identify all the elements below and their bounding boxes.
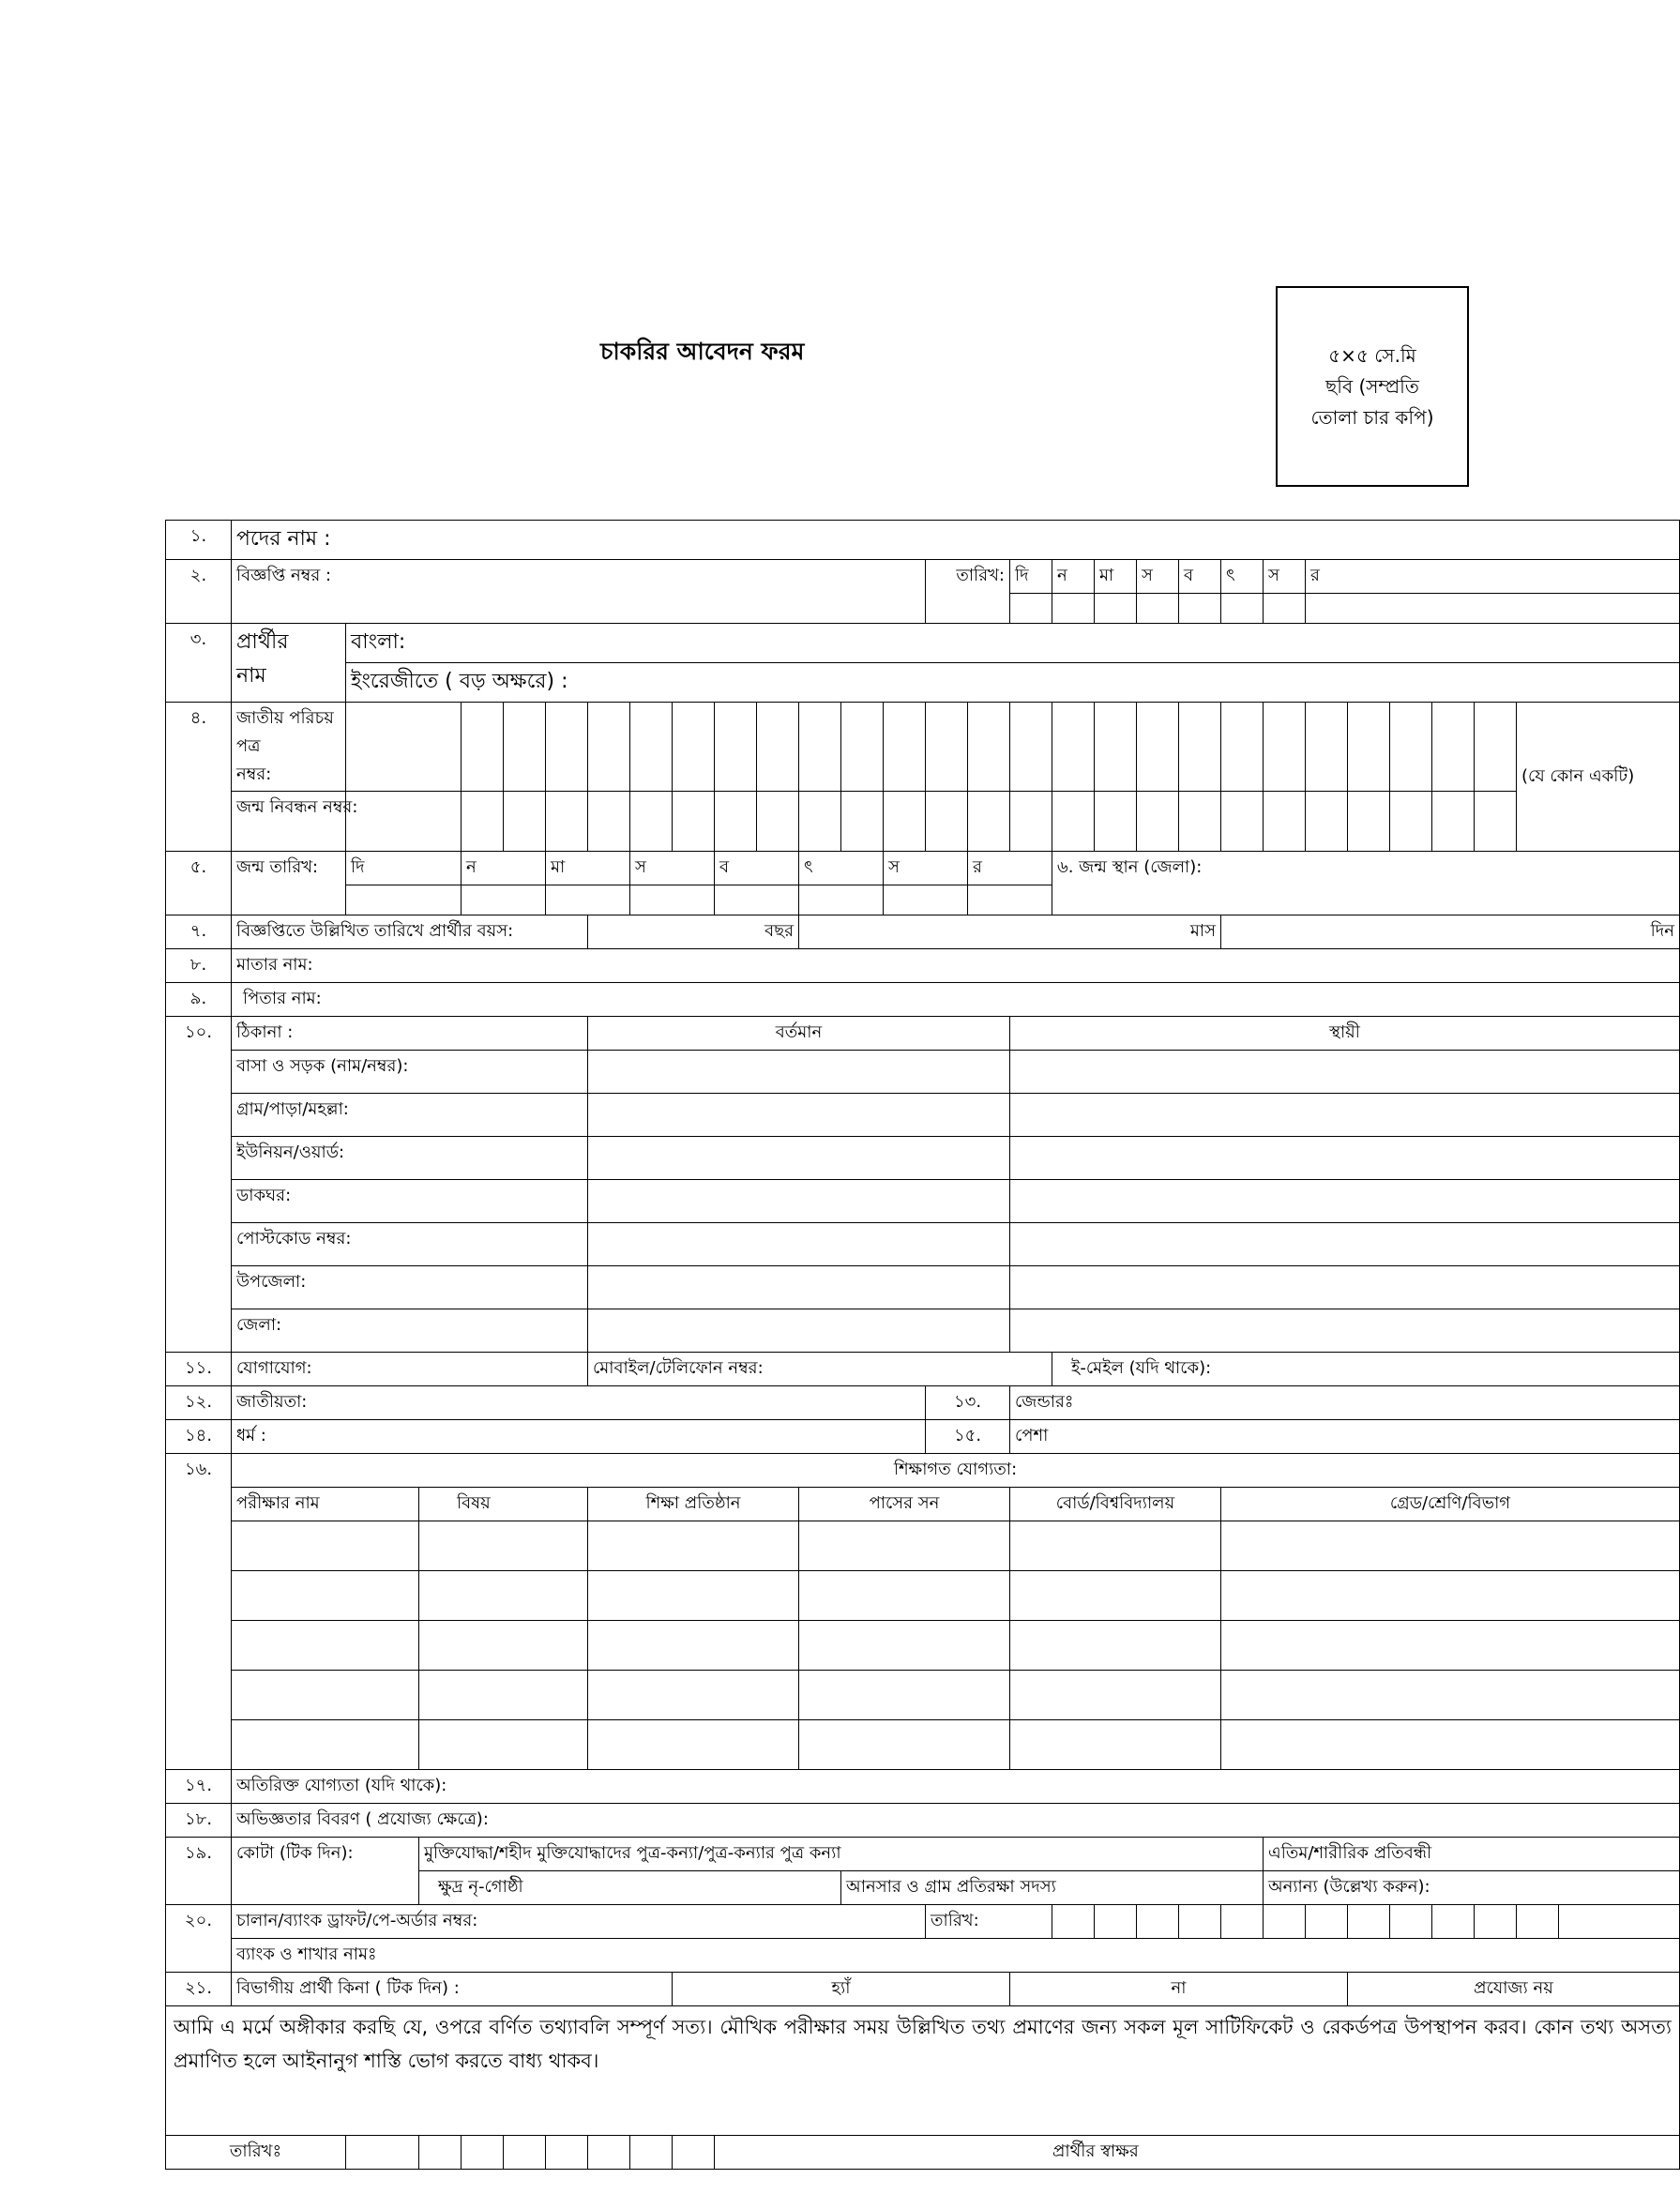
present-address-cell[interactable] <box>588 1309 1010 1353</box>
quota-ethnic-minority[interactable]: ক্ষুদ্র নৃ-গোষ্ঠী <box>419 1871 841 1905</box>
edu-cell[interactable] <box>1010 1720 1221 1770</box>
edu-col-subject: বিষয় <box>419 1488 588 1521</box>
quota-label: কোটা (টিক দিন): <box>232 1838 419 1905</box>
occupation-field[interactable]: পেশা <box>1010 1420 1680 1454</box>
dob-box[interactable] <box>630 885 715 915</box>
birth-reg-box[interactable] <box>504 792 546 852</box>
birth-reg-box[interactable] <box>1264 792 1306 852</box>
religion-field[interactable]: ধর্ম : <box>232 1420 926 1454</box>
post-name-field[interactable]: পদের নাম : <box>232 521 1680 560</box>
quota-orphan-disabled[interactable]: এতিম/শারীরিক প্রতিবন্ধী <box>1264 1838 1680 1871</box>
address-item-label: গ্রাম/পাড়া/মহল্লা: <box>232 1094 588 1137</box>
either-one-note: (যে কোন একটি) <box>1517 703 1680 852</box>
birth-reg-label: জন্ম নিবন্ধন নম্বর: <box>232 792 346 852</box>
mother-name-field[interactable]: মাতার নাম: <box>232 949 1680 983</box>
contact-label: যোগাযোগ: <box>232 1353 588 1386</box>
nid-box[interactable] <box>1052 703 1095 792</box>
nid-box[interactable] <box>1475 703 1517 792</box>
edu-cell[interactable] <box>232 1671 419 1720</box>
dob-box[interactable] <box>462 885 546 915</box>
challan-date-box[interactable] <box>1517 1905 1559 1939</box>
nid-box[interactable] <box>673 703 715 792</box>
edu-cell[interactable] <box>588 1621 799 1671</box>
departmental-not-applicable[interactable]: প্রযোজ্য নয় <box>1348 1973 1680 2006</box>
edu-cell[interactable] <box>1010 1671 1221 1720</box>
age-years-field[interactable]: বছর <box>588 915 799 949</box>
nid-box[interactable] <box>1432 703 1475 792</box>
form-title: চাকরির আবেদন ফরম <box>600 338 805 365</box>
applicant-signature[interactable]: প্রার্থীর স্বাক্ষর <box>715 2136 1680 2170</box>
footer-date-box[interactable] <box>346 2136 419 2170</box>
nid-box[interactable] <box>1221 703 1264 792</box>
edu-cell[interactable] <box>1010 1521 1221 1571</box>
birth-reg-box[interactable] <box>1179 792 1221 852</box>
edu-cell[interactable] <box>799 1720 1010 1770</box>
challan-date-box[interactable] <box>1559 1905 1680 1939</box>
applicant-name-label <box>232 624 346 703</box>
nid-box[interactable] <box>1137 703 1179 792</box>
nid-box[interactable] <box>715 703 757 792</box>
permanent-address-cell[interactable] <box>1010 1266 1680 1309</box>
nationality-field[interactable]: জাতীয়তা: <box>232 1386 926 1420</box>
nid-box[interactable] <box>630 703 673 792</box>
gender-field[interactable]: জেন্ডারঃ <box>1010 1386 1680 1420</box>
footer-date-box[interactable] <box>462 2136 504 2170</box>
row3-number: ৩. <box>166 624 232 703</box>
present-address-header: বর্তমান <box>588 1017 1010 1051</box>
present-address-cell[interactable] <box>588 1051 1010 1094</box>
birth-reg-box[interactable] <box>1095 792 1137 852</box>
challan-date-box[interactable] <box>1432 1905 1475 1939</box>
nid-box[interactable] <box>1264 703 1306 792</box>
row1-number: ১. <box>166 521 232 560</box>
footer-date-box[interactable] <box>588 2136 630 2170</box>
edu-cell[interactable] <box>799 1621 1010 1671</box>
row20-number: ২০. <box>166 1905 232 1973</box>
challan-date-box[interactable] <box>1095 1905 1137 1939</box>
photo-note-line1: ৫×৫ সে.মি <box>1328 343 1416 367</box>
date-box[interactable] <box>1179 594 1221 624</box>
row18-number: ১৮. <box>166 1804 232 1838</box>
applicant-name-label-b: নাম <box>236 664 266 688</box>
challan-date-box[interactable] <box>1390 1905 1432 1939</box>
challan-date-box[interactable] <box>1306 1905 1348 1939</box>
dob-letter-1: দি <box>346 852 462 885</box>
date-box[interactable] <box>1221 594 1264 624</box>
row7-number: ৭. <box>166 915 232 949</box>
birth-reg-box[interactable] <box>799 792 841 852</box>
birth-reg-box[interactable] <box>884 792 926 852</box>
edu-cell[interactable] <box>232 1621 419 1671</box>
row9-number: ৯. <box>166 983 232 1017</box>
row17-number: ১৭. <box>166 1770 232 1804</box>
birth-reg-box[interactable] <box>1137 792 1179 852</box>
address-item-label: জেলা: <box>232 1309 588 1353</box>
present-address-cell[interactable] <box>588 1137 1010 1180</box>
edu-col-year: পাসের সন <box>799 1488 1010 1521</box>
date-letter-2: ন <box>1052 560 1095 594</box>
nid-box[interactable] <box>346 703 462 792</box>
permanent-address-cell[interactable] <box>1010 1137 1680 1180</box>
edu-cell[interactable] <box>588 1521 799 1571</box>
nid-box[interactable] <box>926 703 968 792</box>
experience-field[interactable]: অভিজ্ঞতার বিবরণ ( প্রযোজ্য ক্ষেত্রে): <box>232 1804 1680 1838</box>
departmental-yes[interactable]: হ্যাঁ <box>673 1973 1010 2006</box>
present-address-cell[interactable] <box>588 1223 1010 1266</box>
footer-date-box[interactable] <box>419 2136 462 2170</box>
birth-reg-box[interactable] <box>462 792 504 852</box>
nid-box[interactable] <box>588 703 630 792</box>
row16-number: ১৬. <box>166 1454 232 1770</box>
application-form-table <box>165 520 1680 2170</box>
birth-reg-box[interactable] <box>1306 792 1348 852</box>
row10-number: ১০. <box>166 1017 232 1353</box>
edu-cell[interactable] <box>232 1720 419 1770</box>
permanent-address-cell[interactable] <box>1010 1180 1680 1223</box>
challan-date-box[interactable] <box>1179 1905 1221 1939</box>
birth-reg-box[interactable] <box>1052 792 1095 852</box>
declaration-text: আমি এ মর্মে অঙ্গীকার করছি যে, ওপরে বর্ণিত তথ্যাবলি সম্পূর্ণ সত্য। মৌখিক পরীক্ষার সময় উল্লিখিত তথ্য প্রমাণের জন্য সকল মূল সাটিফিকেট ও রেকর্ডপত্র উপস্থাপন করব। কোন তথ্য অসত্য প্রমাণিত হলে আইনানুগ শাস্তি ভোগ করতে বাধ্য থাকব। <box>166 2006 1680 2136</box>
date-letter-1: দি <box>1010 560 1052 594</box>
edu-col-grade: গ্রেড/শ্রেণি/বিভাগ <box>1221 1488 1680 1521</box>
date-box[interactable] <box>1095 594 1137 624</box>
nid-box[interactable] <box>799 703 841 792</box>
age-label: বিজ্ঞপ্তিতে উল্লিখিত তারিখে প্রার্থীর বয়স: <box>232 915 588 949</box>
age-days-field[interactable]: দিন <box>1221 915 1680 949</box>
row8-number: ৮. <box>166 949 232 983</box>
row5-number: ৫. <box>166 852 232 915</box>
photo-note-line2: ছবি (সম্প্রতি <box>1325 374 1419 398</box>
dob-letter-4: স <box>630 852 715 885</box>
departmental-label: বিভাগীয় প্রার্থী কিনা ( টিক দিন) : <box>232 1973 673 2006</box>
dob-letter-3: মা <box>546 852 630 885</box>
date-letter-6: ৎ <box>1221 560 1264 594</box>
birth-reg-box[interactable] <box>968 792 1010 852</box>
edu-col-board: বোর্ড/বিশ্ববিদ্যালয় <box>1010 1488 1221 1521</box>
edu-cell[interactable] <box>232 1571 419 1621</box>
present-address-cell[interactable] <box>588 1266 1010 1309</box>
name-english-field[interactable]: ইংরেজীতে ( বড় অক্ষরে) : <box>346 663 1680 703</box>
photo-box <box>1276 286 1469 487</box>
edu-cell[interactable] <box>799 1521 1010 1571</box>
applicant-name-label-a: প্রার্থীর <box>236 630 289 654</box>
footer-date-box[interactable] <box>673 2136 715 2170</box>
challan-date-box[interactable] <box>1264 1905 1306 1939</box>
row13-number: ১৩. <box>926 1386 1010 1420</box>
mobile-field[interactable]: মোবাইল/টেলিফোন নম্বর: <box>588 1353 1052 1386</box>
nid-box[interactable] <box>1179 703 1221 792</box>
quota-freedom-fighter[interactable]: মুক্তিযোদ্ধা/শহীদ মুক্তিযোদ্ধাদের পুত্র-কন্যা/পুত্র-কন্যার পুত্র কন্যা <box>419 1838 1264 1871</box>
row11-number: ১১. <box>166 1353 232 1386</box>
address-item-label: ইউনিয়ন/ওয়ার্ড: <box>232 1137 588 1180</box>
nid-box[interactable] <box>462 703 504 792</box>
date-letter-5: ব <box>1179 560 1221 594</box>
nid-box[interactable] <box>757 703 799 792</box>
birthplace-field[interactable]: ৬. জন্ম স্থান (জেলা): <box>1052 852 1680 915</box>
circular-date-label: তারিখ: <box>926 560 1010 624</box>
permanent-address-cell[interactable] <box>1010 1309 1680 1353</box>
nid-box[interactable] <box>1306 703 1348 792</box>
birth-reg-box[interactable] <box>588 792 630 852</box>
date-letter-4: স <box>1137 560 1179 594</box>
edu-cell[interactable] <box>1221 1720 1680 1770</box>
bank-branch-field[interactable]: ব্যাংক ও শাখার নামঃ <box>232 1939 1680 1973</box>
edu-cell[interactable] <box>1221 1571 1680 1621</box>
nid-label-b: নম্বর: <box>236 764 272 784</box>
challan-date-label: তারিখ: <box>926 1905 1052 1939</box>
date-box[interactable] <box>1010 594 1052 624</box>
challan-date-box[interactable] <box>1052 1905 1095 1939</box>
birth-reg-box[interactable] <box>1010 792 1052 852</box>
edu-cell[interactable] <box>588 1720 799 1770</box>
dob-label: জন্ম তারিখ: <box>232 852 346 915</box>
permanent-address-cell[interactable] <box>1010 1094 1680 1137</box>
nid-box[interactable] <box>1390 703 1432 792</box>
birth-reg-box[interactable] <box>926 792 968 852</box>
edu-cell[interactable] <box>419 1671 588 1720</box>
challan-date-box[interactable] <box>1475 1905 1517 1939</box>
footer-date-box[interactable] <box>504 2136 546 2170</box>
birth-reg-box[interactable] <box>1390 792 1432 852</box>
dob-box[interactable] <box>968 885 1052 915</box>
nid-box[interactable] <box>841 703 884 792</box>
dob-letter-7: স <box>884 852 968 885</box>
nid-box[interactable] <box>968 703 1010 792</box>
address-item-label: ডাকঘর: <box>232 1180 588 1223</box>
edu-cell[interactable] <box>419 1521 588 1571</box>
address-label: ঠিকানা : <box>232 1017 588 1051</box>
birth-reg-box[interactable] <box>346 792 462 852</box>
permanent-address-header: স্থায়ী <box>1010 1017 1680 1051</box>
email-field[interactable]: ই-মেইল (যদি থাকে): <box>1052 1353 1680 1386</box>
edu-cell[interactable] <box>1010 1571 1221 1621</box>
challan-date-box[interactable] <box>1348 1905 1390 1939</box>
row2-number: ২. <box>166 560 232 624</box>
birth-reg-box[interactable] <box>630 792 673 852</box>
challan-number-field[interactable]: চালান/ব্যাংক ড্রাফট/পে-অর্ডার নম্বর: <box>232 1905 926 1939</box>
edu-cell[interactable] <box>419 1621 588 1671</box>
dob-letter-5: ব <box>715 852 799 885</box>
nid-box[interactable] <box>884 703 926 792</box>
dob-letter-6: ৎ <box>799 852 884 885</box>
row19-number: ১৯. <box>166 1838 232 1905</box>
edu-cell[interactable] <box>1221 1671 1680 1720</box>
edu-col-exam: পরীক্ষার নাম <box>232 1488 419 1521</box>
father-name-field[interactable]: পিতার নাম: <box>232 983 1680 1017</box>
birth-reg-box[interactable] <box>1432 792 1475 852</box>
dob-box[interactable] <box>715 885 799 915</box>
address-item-label: উপজেলা: <box>232 1266 588 1309</box>
birth-reg-box[interactable] <box>757 792 799 852</box>
birth-reg-box[interactable] <box>1348 792 1390 852</box>
row4-number: ৪. <box>166 703 232 852</box>
edu-cell[interactable] <box>1010 1621 1221 1671</box>
age-months-field[interactable]: মাস <box>799 915 1221 949</box>
nid-box[interactable] <box>1095 703 1137 792</box>
footer-date-box[interactable] <box>546 2136 588 2170</box>
permanent-address-cell[interactable] <box>1010 1223 1680 1266</box>
dob-letter-8: র <box>968 852 1052 885</box>
circular-number-field[interactable]: বিজ্ঞপ্তি নম্বর : <box>232 560 926 624</box>
dob-box[interactable] <box>346 885 462 915</box>
nid-box[interactable] <box>1348 703 1390 792</box>
birth-reg-box[interactable] <box>673 792 715 852</box>
row14-number: ১৪. <box>166 1420 232 1454</box>
challan-date-box[interactable] <box>1137 1905 1179 1939</box>
row15-number: ১৫. <box>926 1420 1010 1454</box>
edu-cell[interactable] <box>799 1571 1010 1621</box>
footer-date-label: তারিখঃ <box>166 2136 346 2170</box>
dob-box[interactable] <box>546 885 630 915</box>
permanent-address-cell[interactable] <box>1010 1051 1680 1094</box>
education-header: শিক্ষাগত যোগ্যতা: <box>232 1454 1680 1488</box>
address-item-label: পোস্টকোড নম্বর: <box>232 1223 588 1266</box>
nid-box[interactable] <box>504 703 546 792</box>
edu-cell[interactable] <box>588 1571 799 1621</box>
extra-qualification-field[interactable]: অতিরিক্ত যোগ্যতা (যদি থাকে): <box>232 1770 1680 1804</box>
nid-box[interactable] <box>546 703 588 792</box>
nid-label-a: জাতীয় পরিচয় পত্র <box>236 708 334 756</box>
nid-label <box>232 703 346 792</box>
dob-box[interactable] <box>884 885 968 915</box>
birth-reg-box[interactable] <box>841 792 884 852</box>
row21-number: ২১. <box>166 1973 232 2006</box>
edu-cell[interactable] <box>1221 1521 1680 1571</box>
birth-reg-box[interactable] <box>546 792 588 852</box>
date-letter-8: র <box>1306 560 1680 594</box>
quota-ansar-vdp[interactable]: আনসার ও গ্রাম প্রতিরক্ষা সদস্য <box>841 1871 1264 1905</box>
edu-cell[interactable] <box>1221 1621 1680 1671</box>
edu-col-institution: শিক্ষা প্রতিষ্ঠান <box>588 1488 799 1521</box>
edu-cell[interactable] <box>419 1571 588 1621</box>
birth-reg-box[interactable] <box>715 792 757 852</box>
edu-cell[interactable] <box>232 1521 419 1571</box>
photo-note-line3: তোলা চার কপি) <box>1310 405 1434 429</box>
edu-cell[interactable] <box>799 1671 1010 1720</box>
birth-reg-box[interactable] <box>1221 792 1264 852</box>
address-item-label: বাসা ও সড়ক (নাম/নম্বর): <box>232 1051 588 1094</box>
present-address-cell[interactable] <box>588 1180 1010 1223</box>
dob-box[interactable] <box>799 885 884 915</box>
date-letter-7: স <box>1264 560 1306 594</box>
name-bangla-field[interactable]: বাংলা: <box>346 624 1680 663</box>
edu-cell[interactable] <box>588 1671 799 1720</box>
date-box[interactable] <box>1264 594 1306 624</box>
edu-cell[interactable] <box>419 1720 588 1770</box>
date-letter-3: মা <box>1095 560 1137 594</box>
quota-other[interactable]: অন্যান্য (উল্লেখ্য করুন): <box>1264 1871 1680 1905</box>
row12-number: ১২. <box>166 1386 232 1420</box>
footer-date-box[interactable] <box>630 2136 673 2170</box>
dob-letter-2: ন <box>462 852 546 885</box>
departmental-no[interactable]: না <box>1010 1973 1348 2006</box>
date-box[interactable] <box>1137 594 1179 624</box>
date-box[interactable] <box>1052 594 1095 624</box>
birth-reg-box[interactable] <box>1475 792 1517 852</box>
nid-box[interactable] <box>1010 703 1052 792</box>
date-box[interactable] <box>1306 594 1680 624</box>
present-address-cell[interactable] <box>588 1094 1010 1137</box>
challan-date-box[interactable] <box>1221 1905 1264 1939</box>
